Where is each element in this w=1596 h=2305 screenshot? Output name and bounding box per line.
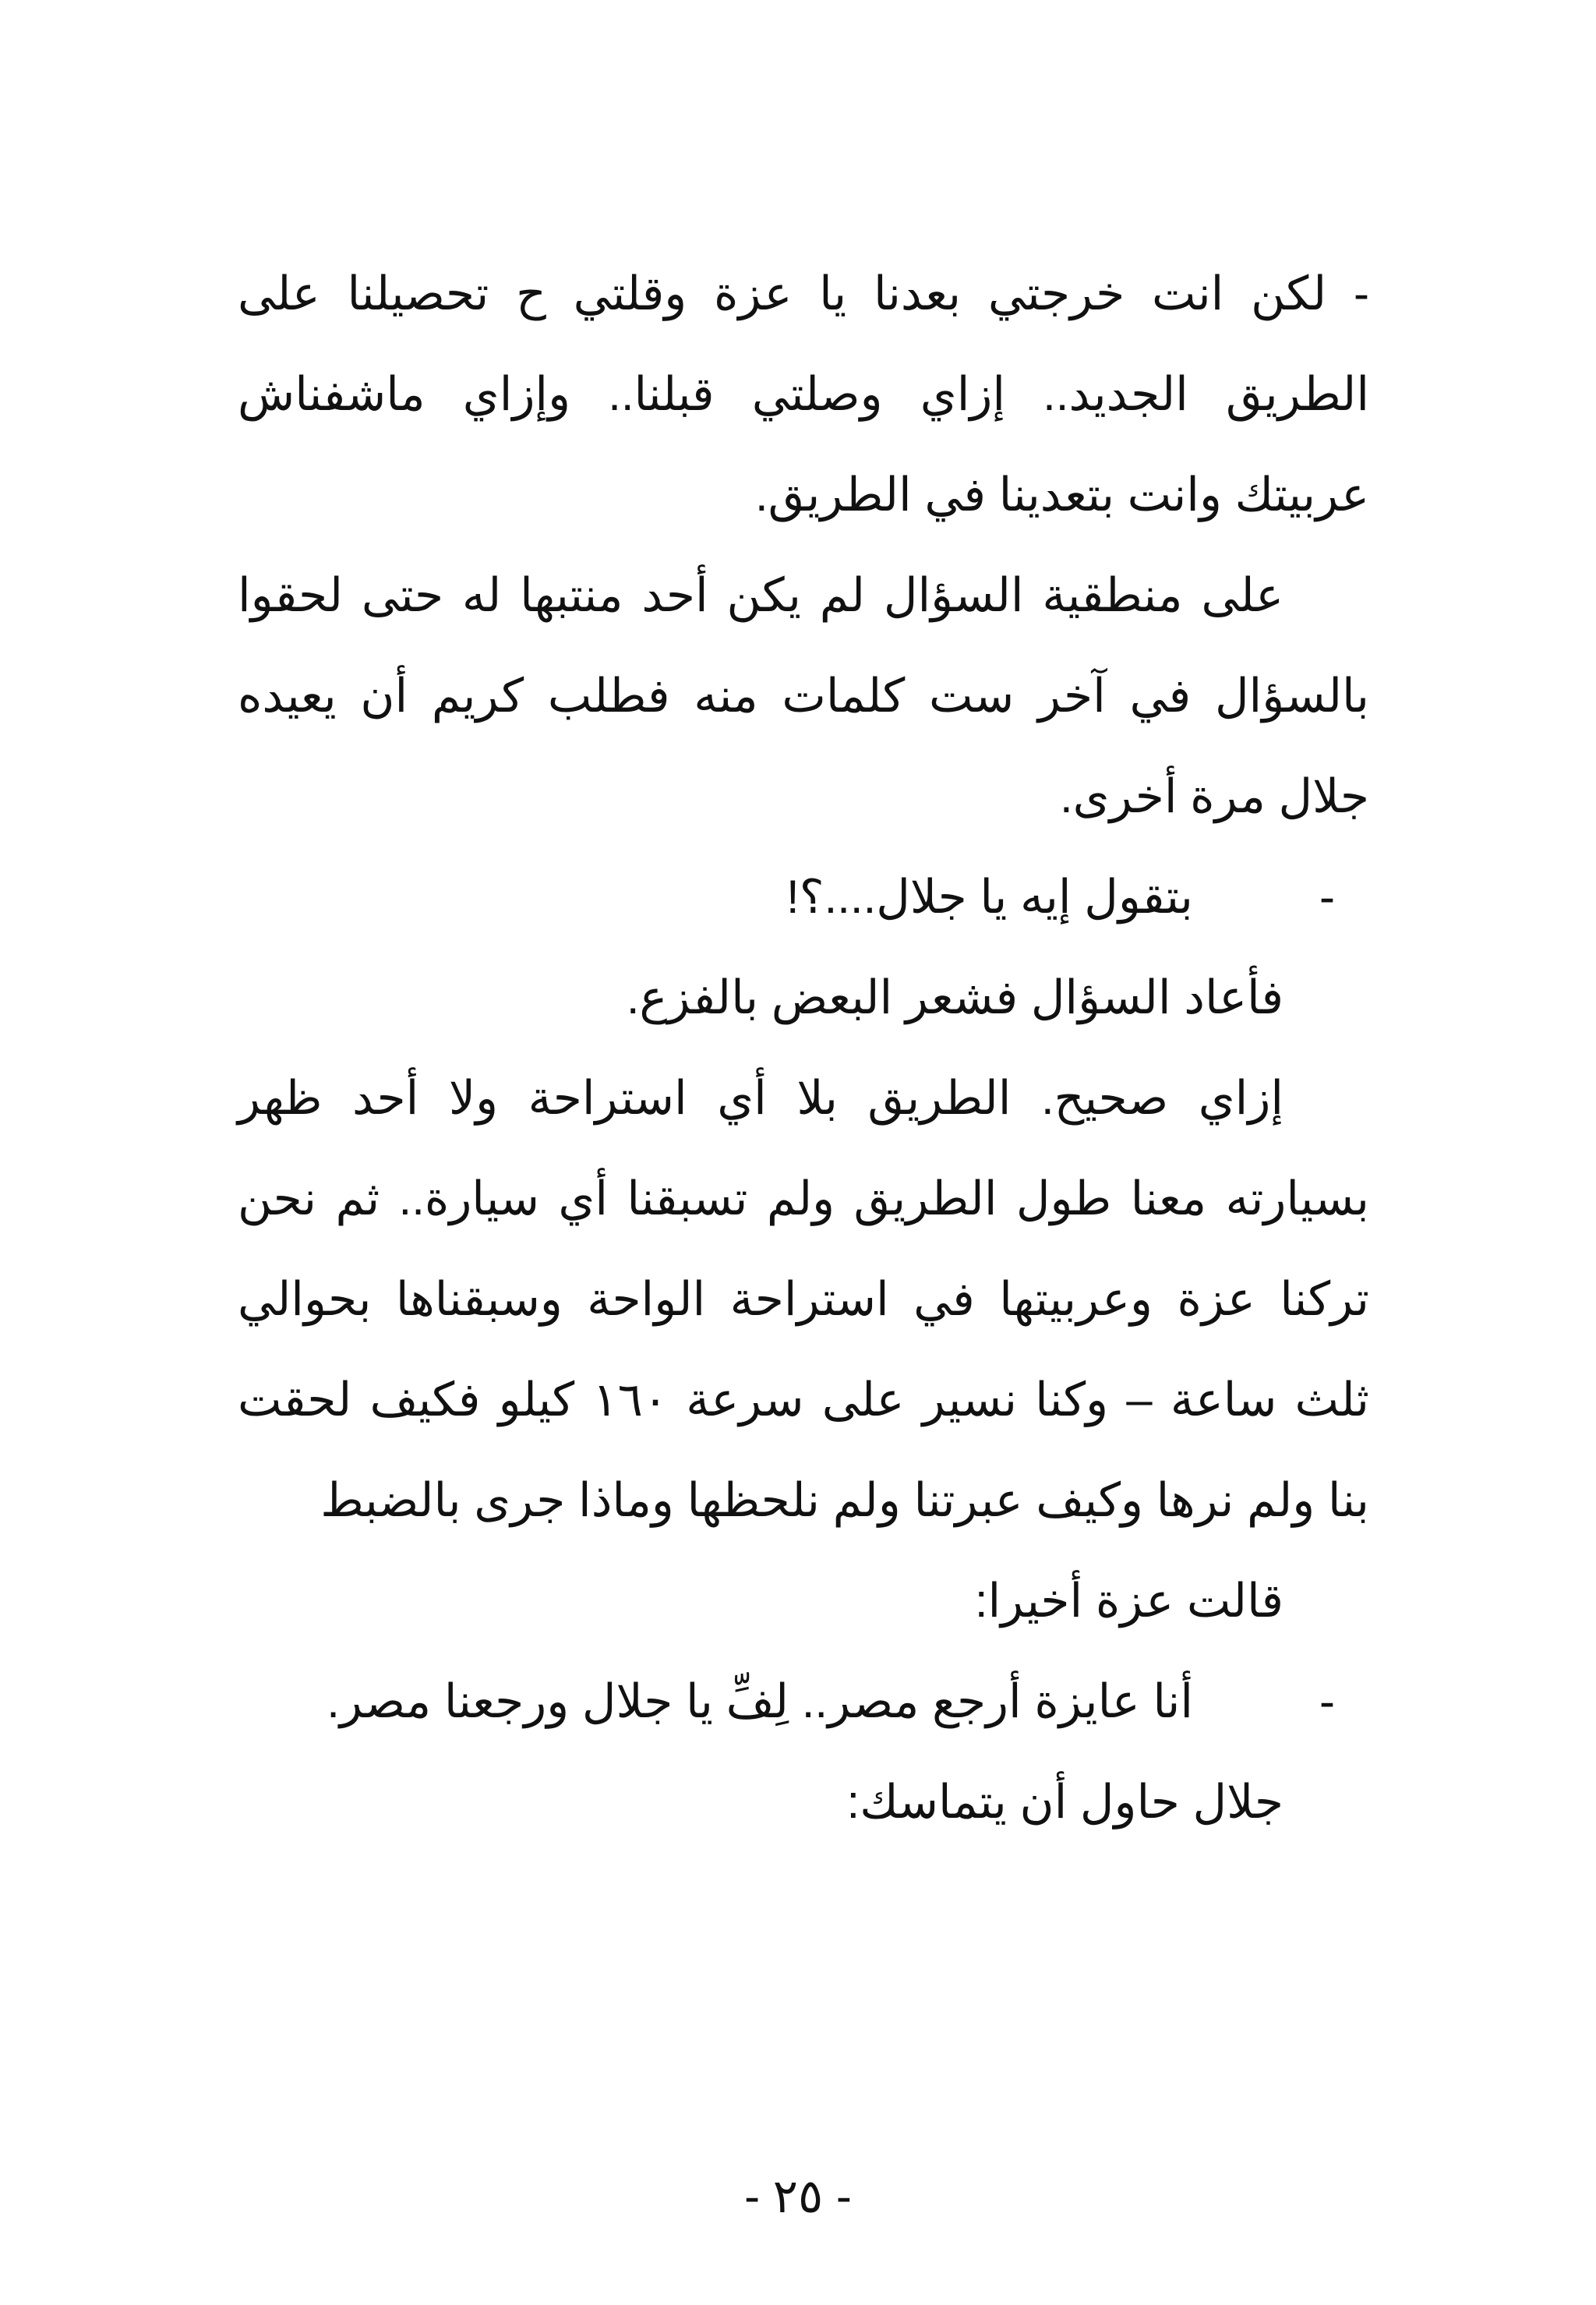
dialogue-dash-1: -	[1319, 871, 1335, 923]
dialogue-text-2: أنا عايزة أرجع مصر.. لِفِّ يا جلال ورجعنا مصر.	[327, 1675, 1193, 1727]
paragraph-1: - لكن انت خرجتي بعدنا يا عزة وقلتي ح تحصيلنا على الطريق الجديد.. إزاي وصلتي قبلنا.. وإزاي ماشفناش عربيتك وانت بتعدينا في الطريق.	[238, 267, 1369, 521]
paragraph-5: إزاي صحيح. الطريق بلا أي استراحة ولا أحد ظهر بسيارته معنا طول الطريق ولم تسبقنا أي سيارة.. ثم نحن تركنا عزة وعربيتها في استراحة الواحة وسبقناها بحوالي ثلث ساعة – وكنا نسير على سرعة ١٦٠ كيلو فكيف لحقت بنا ولم نرها وكيف عبرتنا ولم نلحظها وماذا جرى بالضبط	[238, 1072, 1369, 1526]
dialogue-text-1: بتقول إيه يا جلال....؟!	[786, 871, 1193, 923]
paragraph-4: فأعاد السؤال فشعر البعض بالفزع.	[626, 971, 1284, 1023]
page-body	[238, 243, 1369, 1852]
dialogue-line-1	[238, 847, 1369, 947]
paragraph-2: على منطقية السؤال لم يكن أحد منتبها له حتى لحقوا بالسؤال في آخر ست كلمات منه فطلب كريم أن يعيده جلال مرة أخرى.	[238, 569, 1369, 822]
page-number: - ٢٥ -	[744, 2170, 852, 2222]
dialogue-dash-2: -	[1319, 1675, 1335, 1727]
paragraph-6: قالت عزة أخيرا:	[974, 1575, 1284, 1627]
dialogue-line-2	[238, 1651, 1369, 1752]
paragraph-8: جلال حاول أن يتماسك:	[846, 1776, 1284, 1828]
